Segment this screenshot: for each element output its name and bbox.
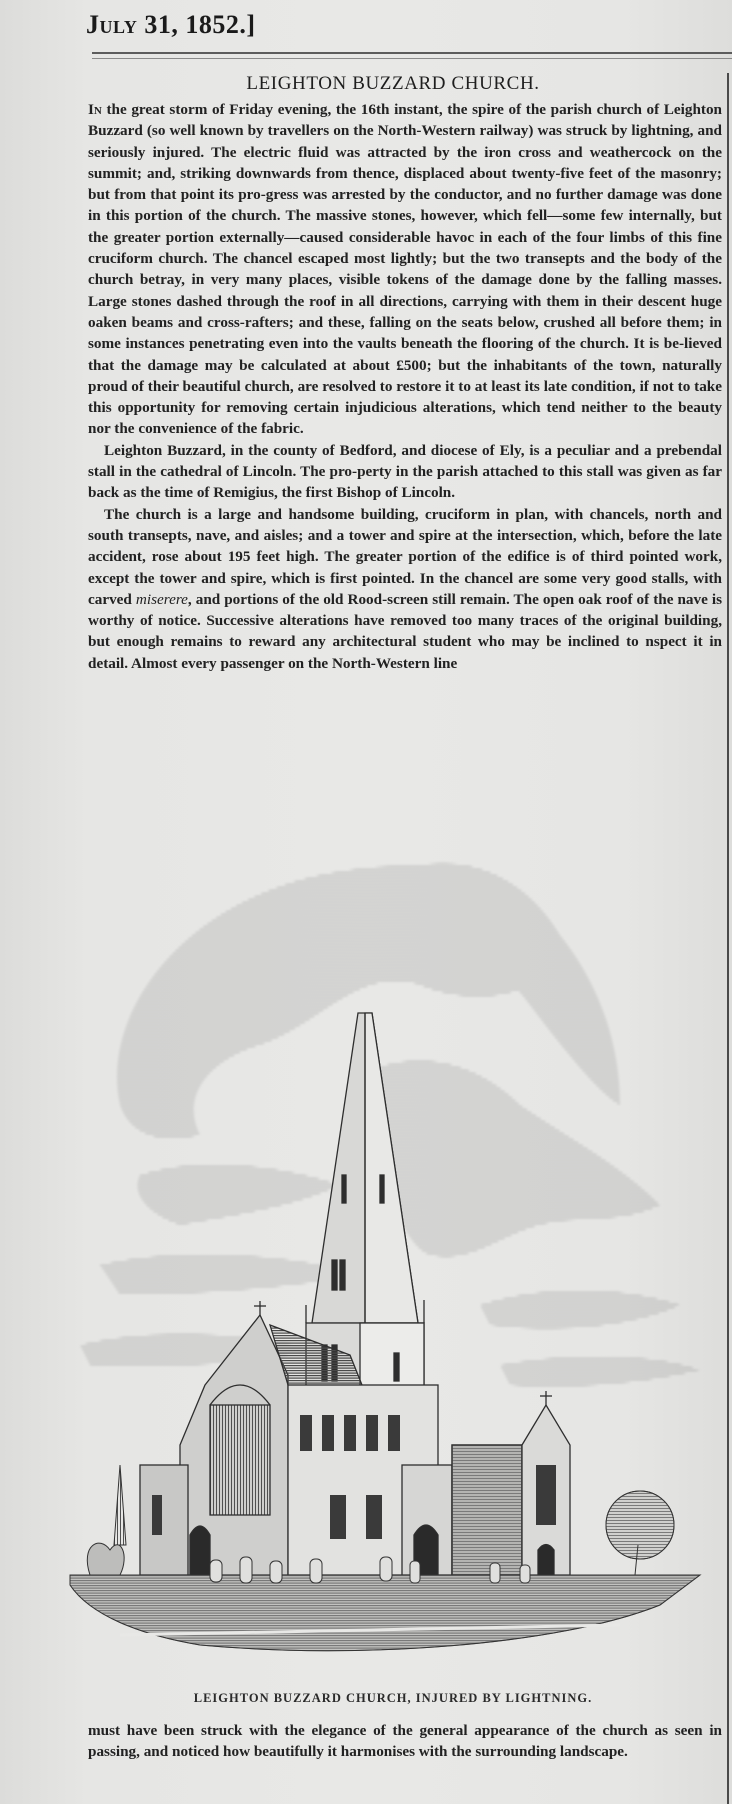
article-body [88, 99, 722, 674]
church-engraving [60, 845, 726, 1665]
paragraph-3-text-a: The church is a large and handsome building, cruciform in plan, with chancels, north and south transepts, nave, and aisles; and a tower and spire at the intersection, which, before the late accident, rose about 195 feet high. The greater portion of the edifice is of third pointed work, except the tower and spire, which is first pointed. In the chancel are some very good stalls, with carved [88, 505, 722, 608]
page-dateline [86, 10, 256, 40]
paragraph-3 [88, 504, 722, 674]
header-rule-thin [92, 58, 732, 59]
paragraph-2: Leighton Buzzard, in the county of Bedford, and diocese of Ely, is a peculiar and a prebendal stall in the cathedral of Lincoln. The pro-perty in the parish attached to this stall was given as far back as the time of Remigius, the first Bishop of Lincoln. [88, 441, 722, 502]
paragraph-3-text-b: , and portions of the old Rood-screen still remain. The open oak roof of the nave is worthy of notice. Successive alterations have removed too many traces of the original building, but enough remains to reward any architectural student who may be inclined to nspect it in detail. Almost every passenger on the North-Western line [88, 590, 723, 672]
article-continuation [88, 1720, 722, 1763]
article-title: LEIGHTON BUZZARD CHURCH. [246, 73, 540, 94]
column-rule [727, 73, 729, 1804]
paragraph-3-italic: miserere [135, 590, 188, 608]
illustration-caption: LEIGHTON BUZZARD CHURCH, INJURED BY LIGHTNING. [193, 1691, 593, 1705]
continuation-text: must have been struck with the elegance of the general appearance of the church as seen in passing, and noticed how beautifully it harmonises with the surrounding landscape. [88, 1722, 722, 1761]
dateline-rest: 31, 1852.] [137, 10, 256, 39]
paragraph-1 [88, 99, 722, 440]
paragraph-1-text: the great storm of Friday evening, the 16th instant, the spire of the parish church of Leighton Buzzard (so well known by travellers on the North-Western railway) was struck by lightning, and seriously injured. The electric fluid was attracted by the iron cross and weathercock on the summit; and, striking downwards from thence, displaced about twenty-five feet of the masonry; but from that point its pro-gress was arrested by the conductor, and no further damage was done in this portion of the church. The massive stones, however, which fell—some few internally, but the greater portion externally—caused considerable havoc in each of the four limbs of this fine cruciform church. The chancel escaped most lightly; but the two transepts and the body of the church betray, in very many places, visible tokens of the damage done by the falling masses. Large stones dashed through the roof in all directions, carrying with them in their descent huge oaken beams and cross-rafters; and these, falling on the seats below, crushed all before them; in some instances penetrating even into the vaults beneath the flooring of the church. It is be-lieved that the damage may be calculated at about £500; but the inhabitants of the town, naturally proud of their beautiful church, are resolved to restore it to at least its late condition, if not to take this opportunity for removing certain injudicious alterations, which tend neither to the beauty nor the convenience of the fabric. [88, 101, 722, 438]
header-rule [92, 52, 732, 54]
paragraph-1-dropcap: In [88, 101, 102, 118]
church-illustration-icon [60, 845, 726, 1665]
dateline-month: July [86, 10, 138, 39]
